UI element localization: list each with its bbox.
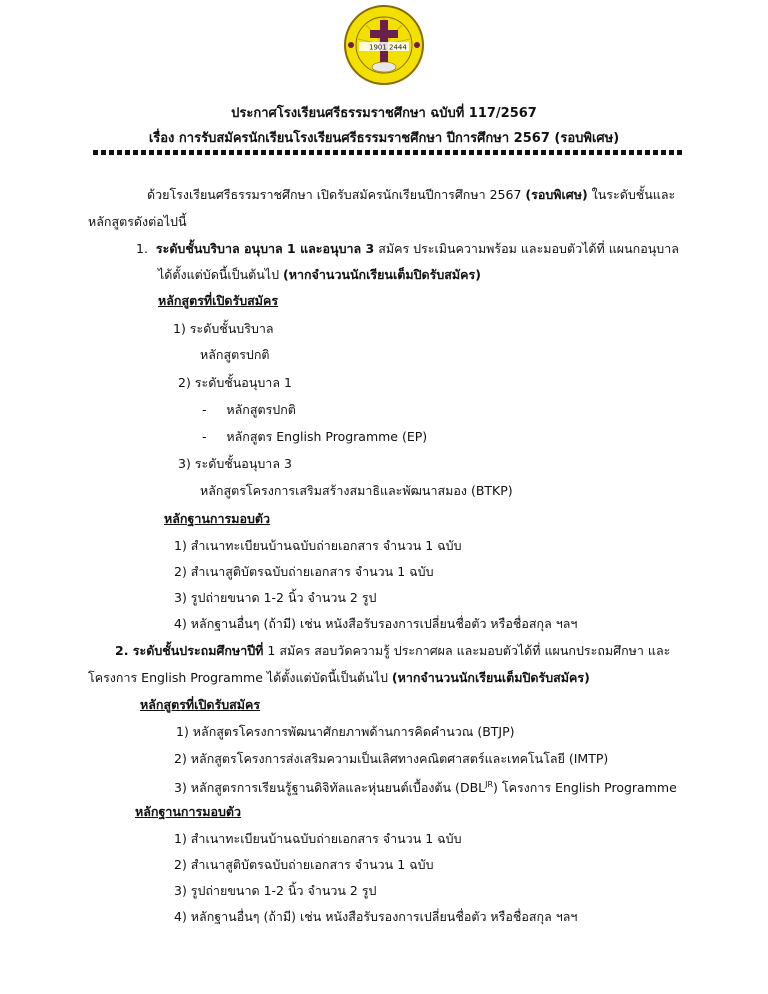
s1-course-3: 3) ระดับชั้นอนุบาล 3 bbox=[178, 456, 292, 471]
s1-doc-4: 4) หลักฐานอื่นๆ (ถ้ามี) เช่น หนังสือรับรองการเปลี่ยนชื่อตัว หรือชื่อสกุล ฯลฯ bbox=[174, 616, 578, 631]
section1-line2-text: ได้ตั้งแต่บัดนี้เป็นต้นไป bbox=[158, 267, 284, 282]
s2-course-3-text: 3) หลักสูตรการเรียนรู้ฐานดิจิทัลและหุ่นยนต์เบื้องต้น (DBL bbox=[174, 780, 486, 796]
svg-text:1901: 1901 bbox=[369, 43, 387, 52]
s2-course-3-text-end: ) โครงการ English Programme bbox=[493, 780, 677, 796]
s1-course-1: 1) ระดับชั้นบริบาล bbox=[173, 321, 274, 336]
s1-doc-3: 3) รูปถ่ายขนาด 1-2 นิ้ว จำนวน 2 รูป bbox=[174, 590, 377, 605]
svg-text:2444: 2444 bbox=[389, 43, 407, 52]
school-logo bbox=[343, 4, 425, 86]
section1-courses-heading: หลักสูตรที่เปิดรับสมัคร bbox=[158, 293, 279, 308]
section1-line2-bold: (หากจำนวนนักเรียนเต็มปิดรับสมัคร) bbox=[283, 267, 481, 282]
intro-text: ด้วยโรงเรียนศรีธรรมราชศึกษา เปิดรับสมัครนักเรียนปีการศึกษา 2567 bbox=[147, 187, 526, 202]
section2-heading bbox=[115, 642, 670, 660]
section1-text: สมัคร ประเมินความพร้อม และมอบตัวได้ที่ แผนกอนุบาล bbox=[374, 241, 679, 256]
section1-number: 1. bbox=[136, 241, 148, 256]
s2-doc-2: 2) สำเนาสูติบัตรฉบับถ่ายเอกสาร จำนวน 1 ฉบับ bbox=[174, 857, 434, 872]
s2-course-3-superscript: JR bbox=[485, 780, 494, 789]
section1-bold-lead: ระดับชั้นบริบาล อนุบาล 1 และอนุบาล 3 bbox=[155, 241, 375, 256]
s1-course-2: 2) ระดับชั้นอนุบาล 1 bbox=[178, 375, 292, 390]
section2-courses-heading: หลักสูตรที่เปิดรับสมัคร bbox=[140, 697, 261, 712]
s1-doc-1: 1) สำเนาทะเบียนบ้านฉบับถ่ายเอกสาร จำนวน 1 ฉบับ bbox=[174, 538, 462, 553]
s1-course-2-sub-2: - หลักสูตร English Programme (EP) bbox=[202, 429, 428, 444]
announcement-title: ประกาศโรงเรียนศรีธรรมราชศึกษา ฉบับที่ 117/2567 bbox=[231, 106, 537, 121]
s2-course-2: 2) หลักสูตรโครงการส่งเสริมความเป็นเลิศทางคณิตศาสตร์และเทคโนโลยี (IMTP) bbox=[174, 751, 609, 766]
section2-bold-lead: 2. ระดับชั้นประถมศึกษาปีที่ bbox=[115, 643, 264, 658]
section2-line2 bbox=[88, 669, 590, 687]
s1-course-1-sub: หลักสูตรปกติ bbox=[200, 347, 270, 362]
section1-docs-heading: หลักฐานการมอบตัว bbox=[164, 511, 271, 526]
section2-line2-text: โครงการ English Programme ได้ตั้งแต่บัดนี้เป็นต้นไป bbox=[88, 670, 392, 685]
s2-course-1: 1) หลักสูตรโครงการพัฒนาศักยภาพด้านการคิดคำนวณ (BTJP) bbox=[176, 724, 515, 739]
school-emblem-icon bbox=[343, 4, 425, 86]
s1-course-2-sub-1: - หลักสูตรปกติ bbox=[202, 402, 296, 417]
section1-line2 bbox=[158, 266, 481, 284]
section2-line2-bold: (หากจำนวนนักเรียนเต็มปิดรับสมัคร) bbox=[391, 670, 590, 685]
section2-docs-heading: หลักฐานการมอบตัว bbox=[135, 804, 242, 819]
intro-line2: หลักสูตรดังต่อไปนี้ bbox=[88, 214, 187, 229]
dotted-divider bbox=[93, 150, 683, 155]
s2-doc-4: 4) หลักฐานอื่นๆ (ถ้ามี) เช่น หนังสือรับรองการเปลี่ยนชื่อตัว หรือชื่อสกุล ฯลฯ bbox=[174, 909, 578, 924]
s2-course-3 bbox=[174, 776, 677, 797]
intro-bold-text: (รอบพิเศษ) bbox=[525, 187, 588, 202]
s1-course-3-sub: หลักสูตรโครงการเสริมสร้างสมาธิและพัฒนาสมอง (BTKP) bbox=[200, 483, 513, 498]
announcement-subject: เรื่อง การรับสมัครนักเรียนโรงเรียนศรีธรรมราชศึกษา ปีการศึกษา 2567 (รอบพิเศษ) bbox=[148, 131, 620, 146]
s1-doc-2: 2) สำเนาสูติบัตรฉบับถ่ายเอกสาร จำนวน 1 ฉบับ bbox=[174, 564, 434, 579]
section1-heading bbox=[136, 240, 679, 258]
s2-doc-3: 3) รูปถ่ายขนาด 1-2 นิ้ว จำนวน 2 รูป bbox=[174, 883, 377, 898]
s2-doc-1: 1) สำเนาทะเบียนบ้านฉบับถ่ายเอกสาร จำนวน 1 ฉบับ bbox=[174, 831, 462, 846]
section2-text: 1 สมัคร สอบวัดความรู้ ประกาศผล และมอบตัวได้ที่ แผนกประถมศึกษา และ bbox=[263, 643, 671, 658]
intro-text-end: ในระดับชั้นและ bbox=[587, 187, 676, 202]
intro-paragraph bbox=[147, 186, 675, 204]
